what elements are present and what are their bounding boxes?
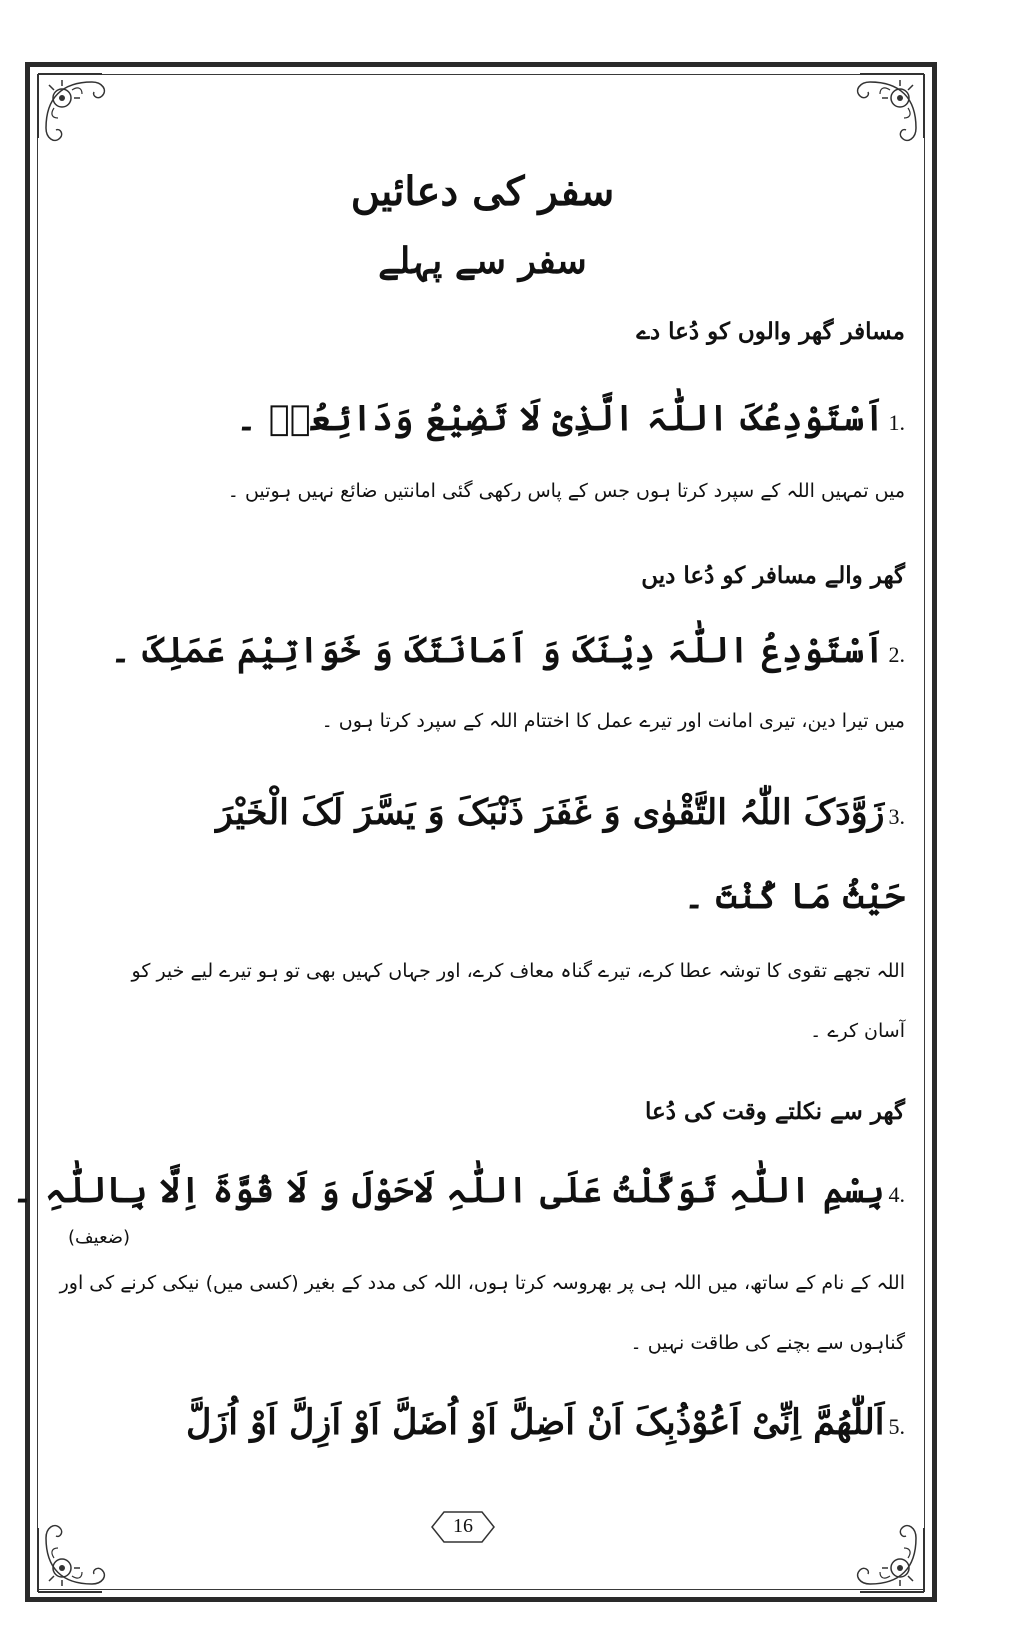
dua-arabic-continued: حَیْثُ مَا کُنْتَ ۔: [683, 876, 905, 917]
dua-number: 1.: [888, 410, 905, 435]
dua-number: 5.: [888, 1414, 905, 1439]
section-heading: مسافر گھر والوں کو دُعا دے: [636, 318, 905, 345]
page-number-badge: [430, 1508, 496, 1546]
section-heading: گھر والے مسافر کو دُعا دیں: [641, 562, 905, 589]
dua-translation: میں تیرا دین، تیری امانت اور تیرے عمل کا اختتام اللہ کے سپرد کرتا ہوں ۔: [321, 710, 905, 732]
dua-arabic-text: بِسْمِ اللّٰہِ تَوَکَّلْتُ عَلَی اللّٰہِ لَاحَوْلَ وَ لَا قُوَّۃَ اِلَّا بِاللّٰہِ ۔: [12, 1170, 885, 1211]
dua-number: 2.: [888, 642, 905, 667]
dua-translation-continued: گناہوں سے بچنے کی طاقت نہیں ۔: [630, 1332, 905, 1354]
page-content: [12, 80, 905, 1580]
dua-arabic-text: اَسْتَوْدِعُکَ اللّٰہَ الَّذِیْ لَا تَضِیْعُ وَدَائِعُہٗ ۔: [236, 398, 885, 439]
dua-arabic-text: اَسْتَوْدِعُ اللّٰہَ دِیْنَکَ وَ اَمَانَتَکَ وَ خَوَاتِیْمَ عَمَلِکَ ۔: [110, 630, 885, 671]
dua-arabic: [60, 1402, 905, 1443]
section-heading: گھر سے نکلتے وقت کی دُعا: [645, 1098, 905, 1125]
dua-translation: اللہ کے نام کے ساتھ، میں اللہ ہی پر بھروسہ کرتا ہوں، اللہ کی مدد کے بغیر (کسی میں) نیکی کرنے کی اور: [59, 1272, 905, 1294]
hadith-grade: (ضعیف): [68, 1227, 131, 1248]
page-number: 16: [453, 1515, 473, 1537]
page-title: سفر کی دعائیں: [350, 168, 615, 215]
page-subtitle: سفر سے پہلے: [378, 240, 587, 282]
dua-number: 4.: [888, 1182, 905, 1207]
dua-translation: میں تمہیں اللہ کے سپرد کرتا ہوں جس کے پاس رکھی گئی امانتیں ضائع نہیں ہوتیں ۔: [227, 480, 905, 502]
dua-arabic: [60, 792, 905, 833]
dua-translation-continued: آسان کرے ۔: [810, 1020, 905, 1042]
dua-translation: اللہ تجھے تقوی کا توشہ عطا کرے، تیرے گناہ معاف کرے، اور جہاں کہیں بھی تو ہو تیرے لیے خیر کو: [131, 960, 905, 982]
dua-number: 3.: [888, 804, 905, 829]
dua-arabic-text: اَللّٰھُمَّ اِنِّیْ اَعُوْذُبِکَ اَنْ اَضِلَّ اَوْ اُضَلَّ اَوْ اَزِلَّ اَوْ اُزَلَّ: [185, 1402, 885, 1443]
dua-arabic: [60, 398, 905, 439]
dua-arabic: [12, 1170, 905, 1211]
dua-arabic: [60, 630, 905, 671]
dua-arabic-text: زَوَّدَکَ اللّٰہُ التَّقْوٰی وَ غَفَرَ ذَنْبَکَ وَ یَسَّرَ لَکَ الْخَیْرَ: [216, 792, 885, 833]
